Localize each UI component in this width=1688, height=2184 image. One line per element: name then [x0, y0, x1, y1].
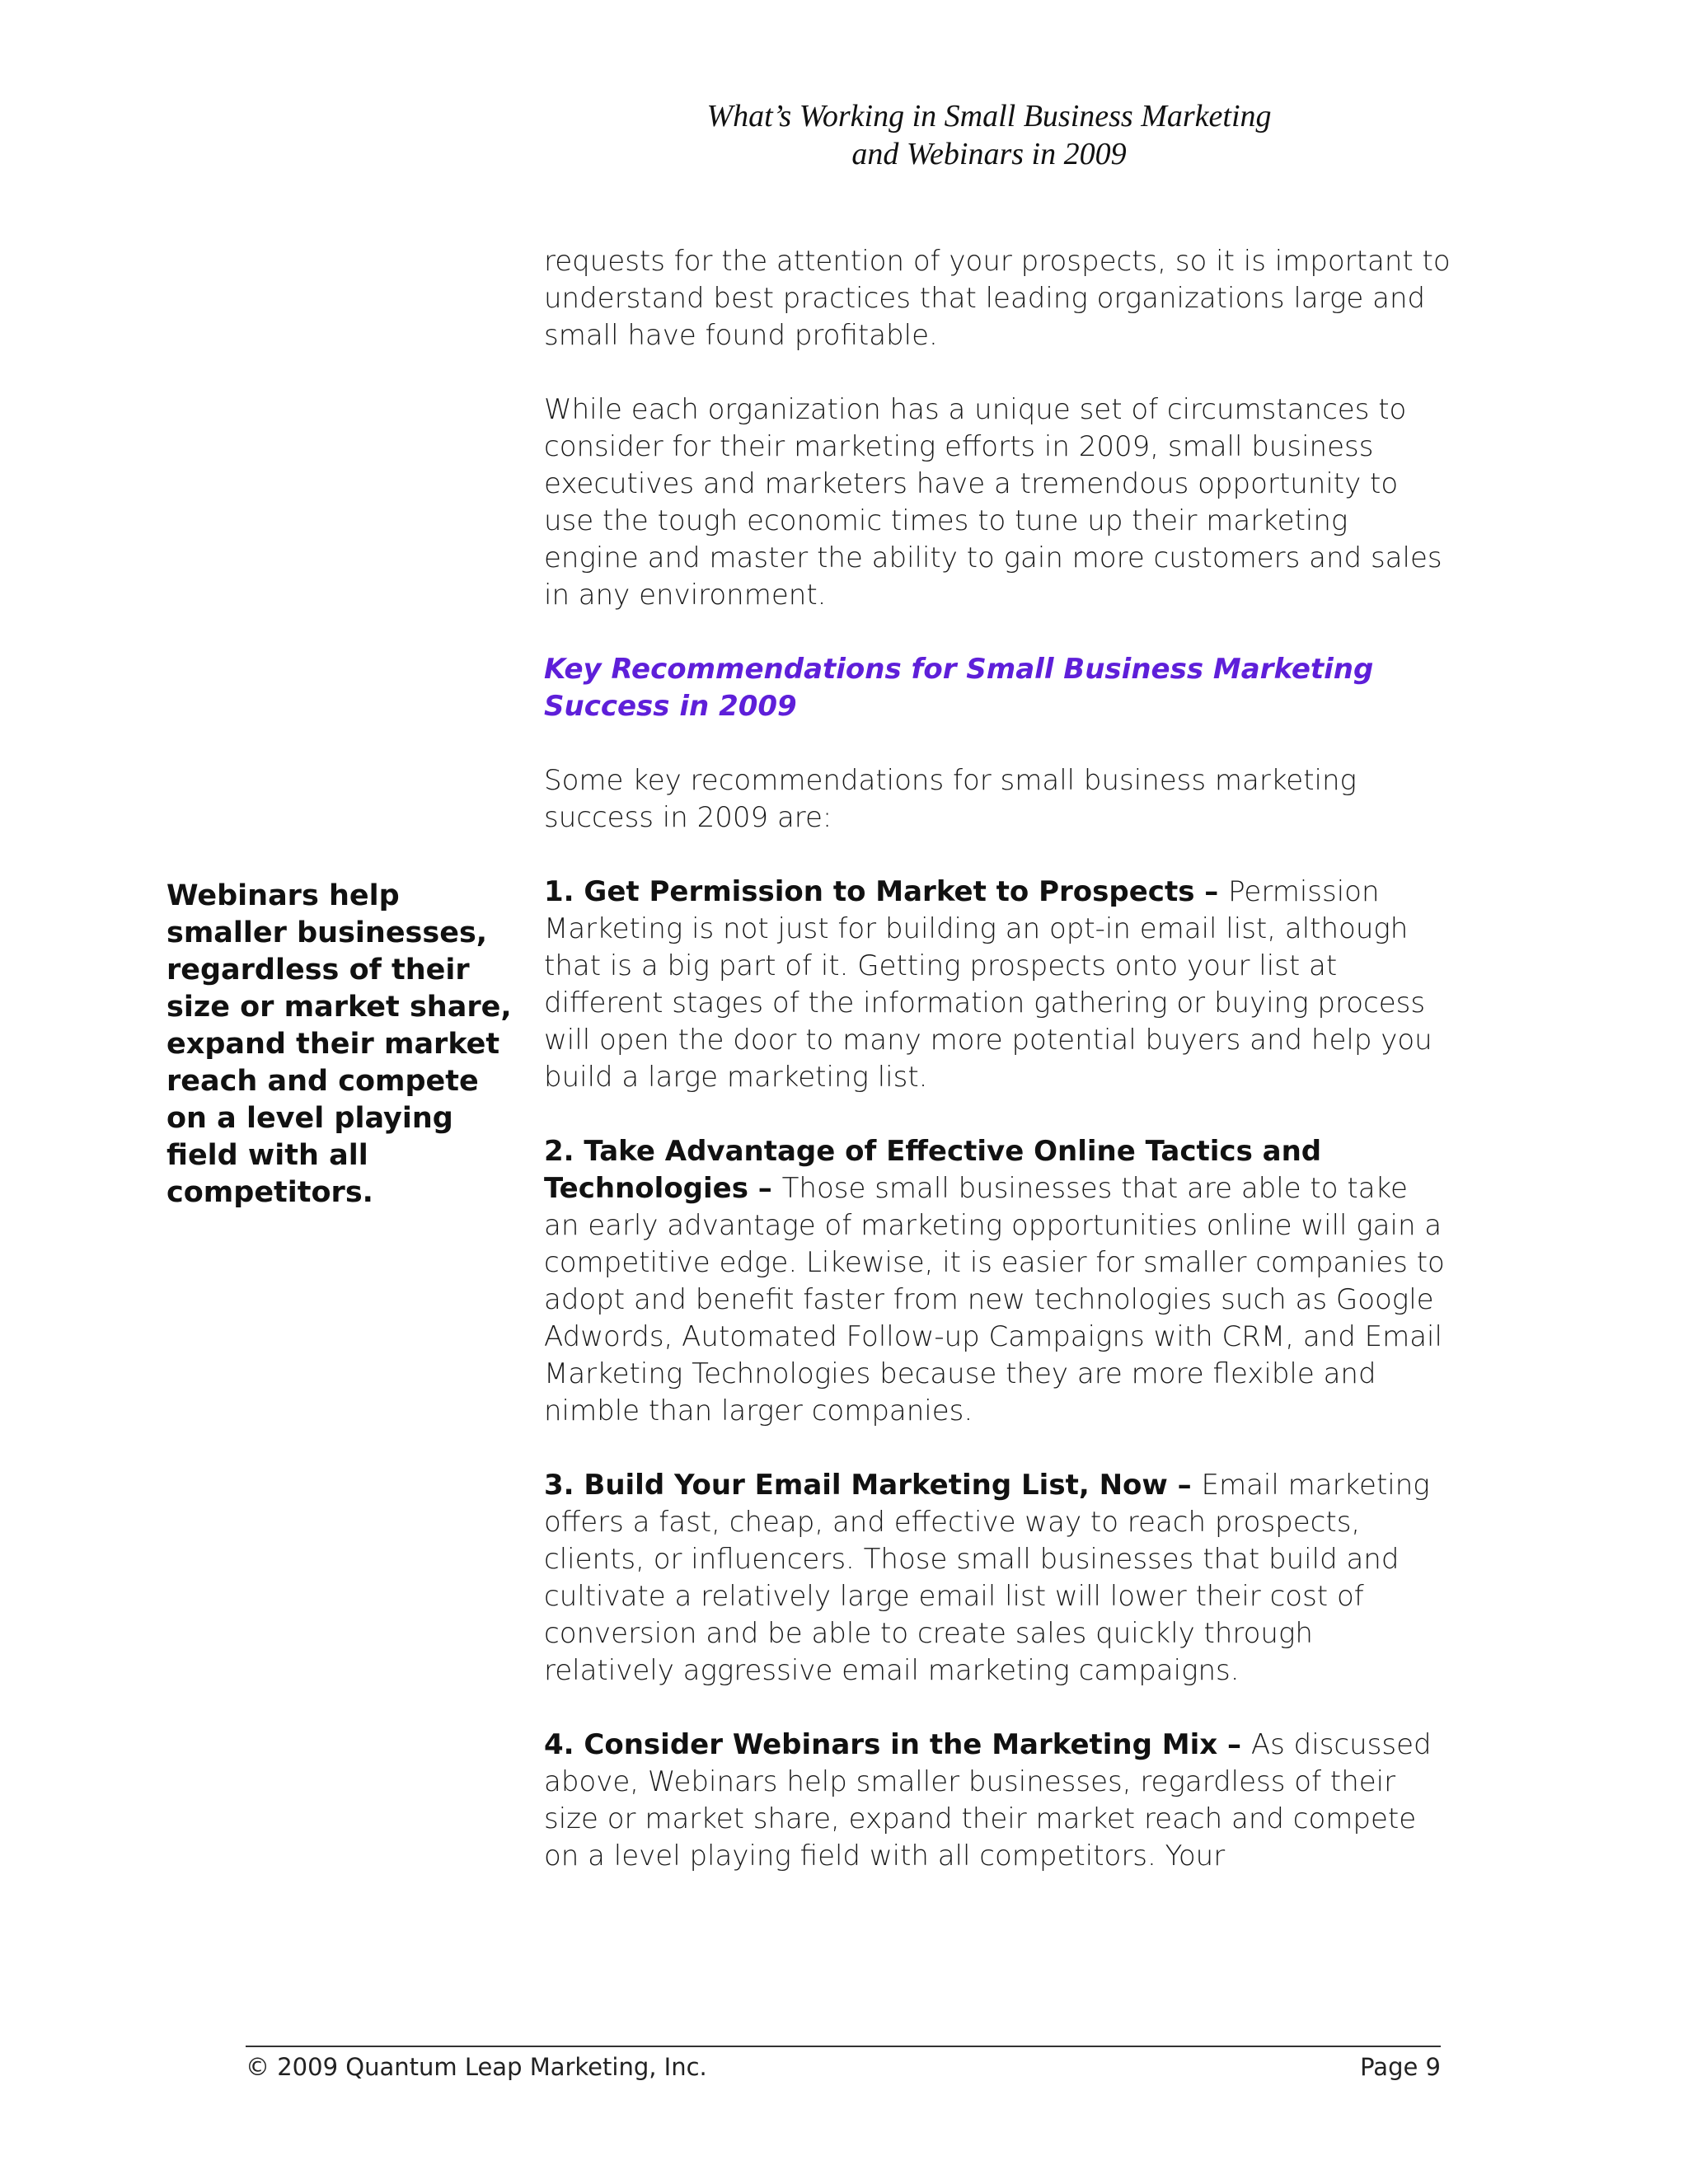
recommendation-lead: 1. Get Permission to Market to Prospects –	[544, 875, 1229, 908]
section-subheading: Key Recommendations for Small Business Marketing Success in 2009	[544, 653, 1374, 723]
sidebar-callout: Webinars help smaller businesses, regardless of their size or market share, expand their market reach and compete on a level playing field with all competitors.	[166, 879, 512, 1209]
recommendation-item-1	[544, 874, 1451, 1096]
recommendation-item-2	[544, 1133, 1451, 1430]
footer-copyright: © 2009 Quantum Leap Marketing, Inc.	[246, 2053, 707, 2081]
running-header	[577, 97, 1401, 173]
recommendation-text: Email marketing offers a fast, cheap, and effective way to reach prospects, clients, or influencers. Those small businesses that build and cultivate a relatively large email list will lower their cost of conversion and be able to create sales quickly through relatively aggressive email marketing campaigns.	[544, 1469, 1430, 1687]
recommendation-text: Permission Marketing is not just for building an opt-in email list, although that is a big part of it. Getting prospects onto your list at different stages of the information gathering or buying process will open the door to many more potential buyers and help you build a large marketing list.	[544, 875, 1432, 1094]
recommendation-lead: 4. Consider Webinars in the Marketing Mix –	[544, 1728, 1251, 1761]
recommendation-lead: 2. Take Advantage of Effective Online Tactics and Technologies –	[544, 1135, 1322, 1205]
header-line-2: and Webinars in 2009	[851, 137, 1127, 171]
body-paragraph: Some key recommendations for small business marketing success in 2009 are:	[544, 764, 1357, 834]
recommendation-lead: 3. Build Your Email Marketing List, Now –	[544, 1469, 1202, 1502]
recommendation-item-3	[544, 1467, 1451, 1690]
recommendation-item-4	[544, 1727, 1451, 1875]
body-paragraph: requests for the attention of your prospects, so it is important to understand best practices that leading organizations large and small have found profitable.	[544, 245, 1451, 352]
recommendation-text: As discussed above, Webinars help smaller businesses, regardless of their size or market share, expand their market reach and compete on a level playing field with all competitors. Your	[544, 1728, 1432, 1872]
footer-divider	[246, 2046, 1441, 2047]
recommendation-text: Those small businesses that are able to take an early advantage of marketing opportunities online will gain a competitive edge. Likewise, it is easier for smaller companies to adopt and benefit faster from new technologies such as Google Adwords, Automated Follow-up Campaigns with CRM, and Email Marketing Technologies because they are more flexible and nimble than larger companies.	[544, 1172, 1445, 1427]
header-line-1: What’s Working in Small Business Marketing	[706, 99, 1272, 134]
body-paragraph: While each organization has a unique set of circumstances to consider for their marketing efforts in 2009, small business executives and marketers have a tremendous opportunity to use the tough economic times to tune up their marketing engine and master the ability to gain more customers and sales in any environment.	[544, 393, 1442, 612]
main-column	[544, 243, 1451, 1912]
page-number: Page 9	[1360, 2053, 1441, 2081]
